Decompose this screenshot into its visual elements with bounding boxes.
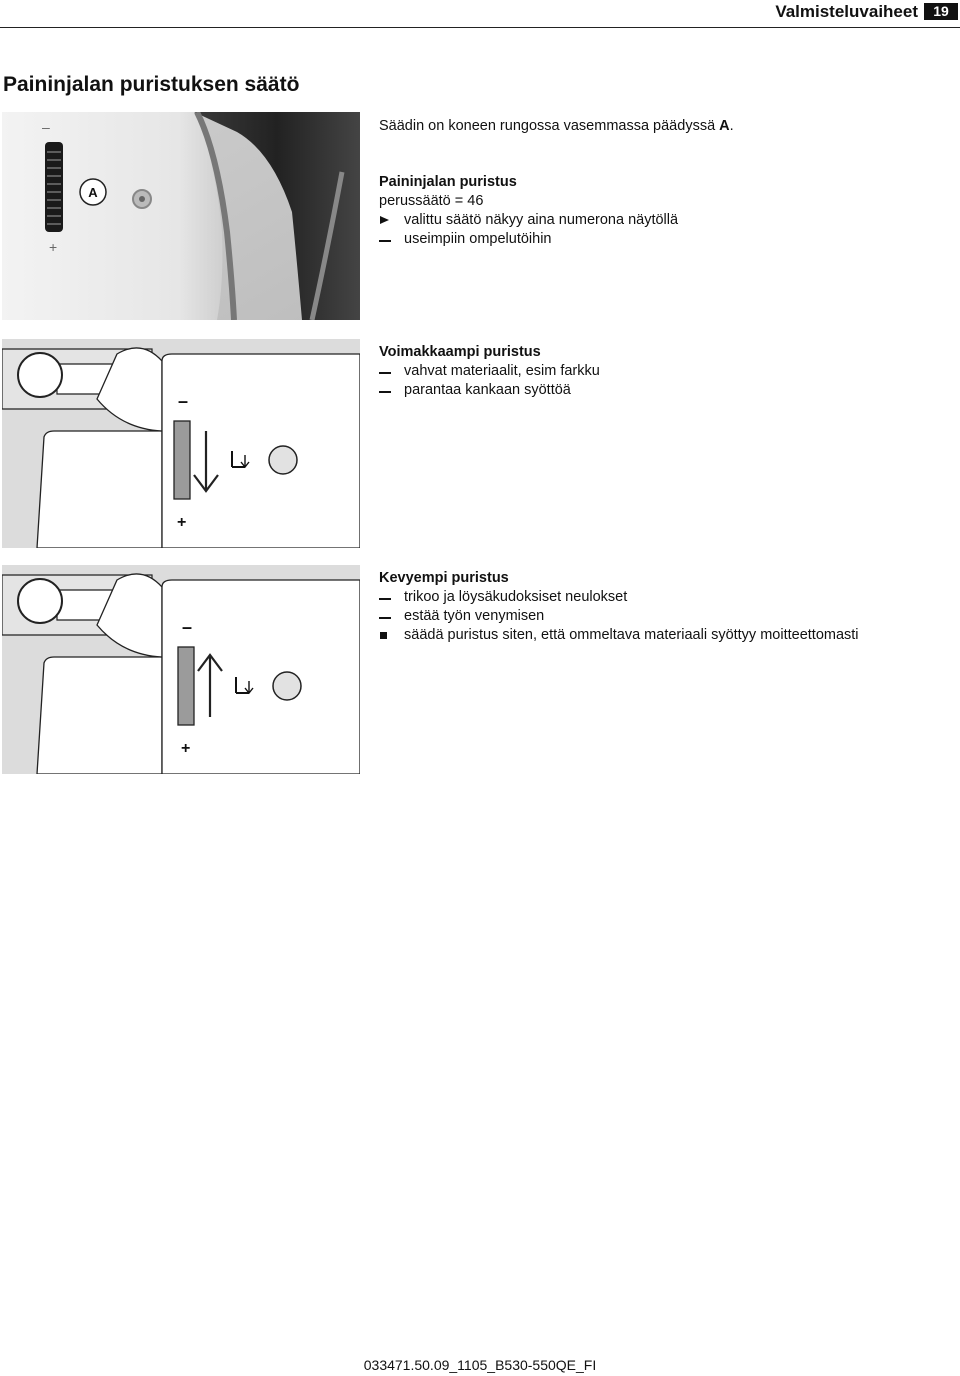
diagram-stronger	[2, 339, 360, 553]
minus-label: –	[182, 617, 193, 637]
plus-label: +	[181, 740, 191, 757]
lighter-block	[379, 569, 859, 645]
minus-label: –	[178, 391, 189, 411]
plus-label: +	[177, 514, 187, 531]
pressure-block	[379, 173, 678, 249]
stronger-heading: Voimakkaampi puristus	[379, 344, 541, 360]
photo-plus: +	[49, 239, 58, 255]
machine-photo	[2, 112, 360, 320]
page-number: 19	[924, 3, 958, 20]
intro-ref: A	[719, 118, 730, 134]
block1-item: valittu säätö näkyy aina numerona näytöllä	[404, 212, 679, 228]
block2-item: parantaa kankaan syöttöä	[404, 382, 571, 398]
lighter-heading: Kevyempi puristus	[379, 570, 509, 586]
label-a: A	[88, 185, 98, 200]
pressure-heading: Paininjalan puristus	[379, 174, 517, 190]
photo-minus: –	[42, 119, 50, 135]
diagram-lighter	[2, 565, 360, 779]
chapter-title: Valmisteluvaiheet	[775, 2, 918, 21]
block3-item: estää työn venymisen	[404, 608, 545, 624]
document-code: 033471.50.09_1105_B530-550QE_FI	[363, 1357, 597, 1373]
block3-item: säädä puristus siten, että ommeltava materiaali syöttyy moitteettomasti	[404, 627, 859, 643]
block3-item: trikoo ja löysäkudoksiset neulokset	[404, 589, 628, 605]
header-divider	[0, 27, 960, 28]
block2-item: vahvat materiaalit, esim farkku	[404, 363, 600, 379]
block1-item: useimpiin ompelutöihin	[404, 231, 552, 247]
section-title: Paininjalan puristuksen säätö	[3, 73, 300, 96]
stronger-block	[379, 343, 600, 400]
default-setting: perussäätö = 46	[379, 193, 484, 209]
intro-text: Säädin on koneen rungossa vasemmassa päädyssä A.	[379, 118, 734, 134]
